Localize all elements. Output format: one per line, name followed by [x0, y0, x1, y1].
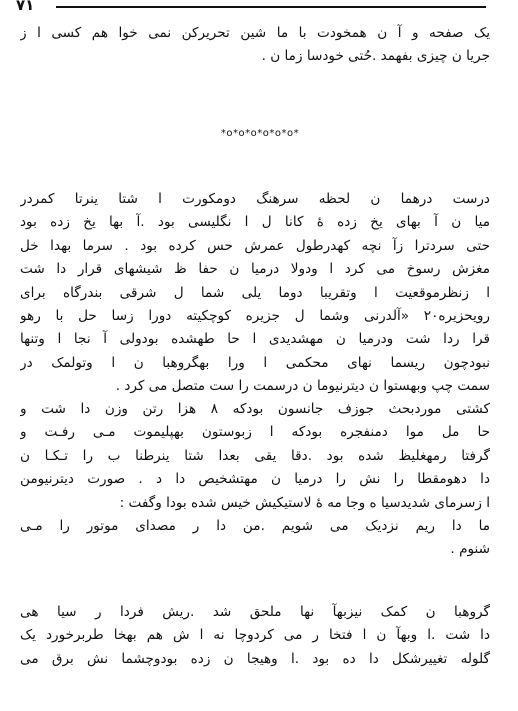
text-line: رویحزیره۲۰ «آلدرنی وشما ل جزیره کوچکیته دورا زسا حل با رهو — [20, 307, 490, 324]
text-line: سمت چپ وبهستوا ن دیترنیوما ن درسمت را ست متصل می کرد . — [115, 378, 490, 395]
text-line: درست درهما ن لحظه سرهنگ دومکورت ا شتا ینرتا کمردر — [20, 191, 490, 207]
text-line: قرا ردا شت ودرمیا ن مهشدیدی ا حا طهشده بودولی آ نجا ا وتنها — [20, 331, 490, 348]
main-paragraph — [20, 188, 490, 399]
text-line: ما دا ریم نزدیک می شویم .من دا ر مصدای موتور را مـی — [20, 518, 490, 534]
text-line: شنوم . — [450, 541, 490, 558]
top-paragraph — [20, 22, 490, 69]
paragraph-2 — [20, 398, 490, 515]
text-line: ا زسرمای شدیدسیا ه وجا مه ۀ لاستیکیش خیس شده بودا وگفت : — [119, 494, 490, 511]
header-rule — [56, 6, 486, 8]
text-line: گلوله تغییرشکل دا ده بود .ا وهیجا ن زده بودوچشما نش برق می — [20, 650, 490, 667]
text-line: حا مل موا دمنفجره بودکه ا زبوستون بهپلیموت مـی رفـت و — [20, 424, 490, 441]
text-line: مغزش رسوخ می کرد ا ودولا درمیا ن حفا ظ شیشهای قرار دا شت — [20, 261, 490, 278]
text-line: دا دهومقطا را نش را درمیا ن مهتشخیص دا د . صورت دیترنیومن — [20, 471, 490, 488]
text-line: یک صفحه و آ ن همخودت با ما شین تحریرکن نمی خوا هم کسی ا ز — [20, 25, 490, 41]
text-line: ا زنظرموقعیت ا وتقریبا دوما یلی شما ل شرقی بندرگاه برای — [20, 284, 490, 301]
paragraph-3 — [20, 515, 490, 562]
text-line: نبودچون ریسما نهای محکمی ا ورا بهگروهبا ن ا وتولمک در — [20, 354, 490, 371]
page-number: ۷۱ — [16, 0, 35, 14]
text-line: گروهبا ن کمک نیزبهآ نها ملحق شد .ریش فردا ر سیا هی — [20, 604, 490, 620]
text-line: گرفتا رمهغلیظ شده بود .دقا یقی بعدا شتا ینرطنا ب را تـکـا ن — [20, 447, 490, 464]
text-line: دا شت .ا وبهآ ن ا فتخا ر می کردوچا نه ا ش هم بهخا طربرخورد یک — [20, 627, 490, 644]
text-line: میا ن آ بهای یخ زده ۀ کانا ل ا نگلیسی بود .آ بها یخ زده بود — [20, 214, 490, 231]
section-separator: *o*o*o*o*o*o* — [220, 128, 300, 139]
text-line: کشتی موردبحث جوزف جانسون بودکه ۸ هزا رتن وزن دا شت و — [20, 401, 490, 417]
paragraph-4 — [20, 601, 490, 671]
text-line: حتی سردترا زآ نچه کهدرطول عمرش حس کرده بود . سرما بهدا خل — [20, 237, 490, 254]
text-line: جریا ن چیزی بفهمد .حُتی خودسا زما ن . — [261, 48, 490, 65]
